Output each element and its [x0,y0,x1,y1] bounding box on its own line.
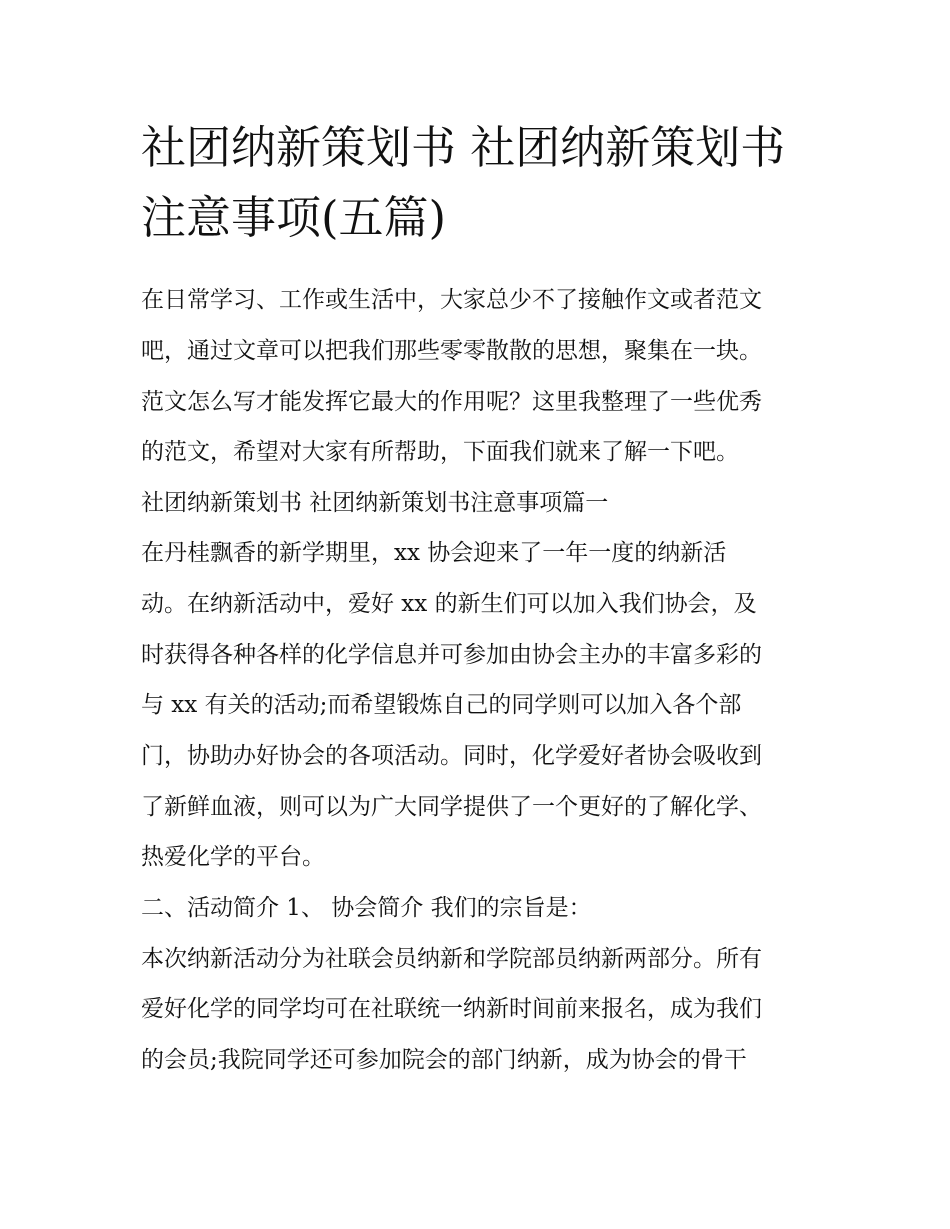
section-heading: 二、活动简介 1、 协会简介 我们的宗旨是： [141,895,592,921]
body-line: 时获得各种各样的化学信息并可参加由协会主办的丰富多彩的 [141,642,762,668]
document-title: 社团纳新策划书 社团纳新策划书注意事项(五篇) [141,121,786,244]
body-line: 在日常学习、工作或生活中，大家总少不了接触作文或者范文 [141,287,762,313]
body-line: 范文怎么写才能发挥它最大的作用呢？这里我整理了一些优秀 [141,389,762,415]
body-line: 门，协助办好协会的各项活动。同时，化学爱好者协会吸收到 [141,743,762,769]
body-line: 的会员;我院同学还可参加院会的部门纳新，成为协会的骨干 [141,1047,747,1073]
body-line: 的范文，希望对大家有所帮助，下面我们就来了解一下吧。 [141,439,739,465]
body-line: 动。在纳新活动中，爱好 xx 的新生们可以加入我们协会，及 [141,591,757,617]
body-line: 热爱化学的平台。 [141,844,325,870]
body-line: 吧，通过文章可以把我们那些零零散散的思想，聚集在一块。 [141,338,762,364]
section-heading: 社团纳新策划书 社团纳新策划书注意事项篇一 [141,490,609,516]
body-line: 在丹桂飘香的新学期里，xx 协会迎来了一年一度的纳新活 [141,540,727,566]
body-line: 本次纳新活动分为社联会员纳新和学院部员纳新两部分。所有 [141,946,762,972]
body-line: 了新鲜血液，则可以为广大同学提供了一个更好的了解化学、 [141,794,762,820]
body-line: 爱好化学的同学均可在社联统一纳新时间前来报名，成为我们 [141,996,762,1022]
body-line: 与 xx 有关的活动;而希望锻炼自己的同学则可以加入各个部 [141,692,742,718]
